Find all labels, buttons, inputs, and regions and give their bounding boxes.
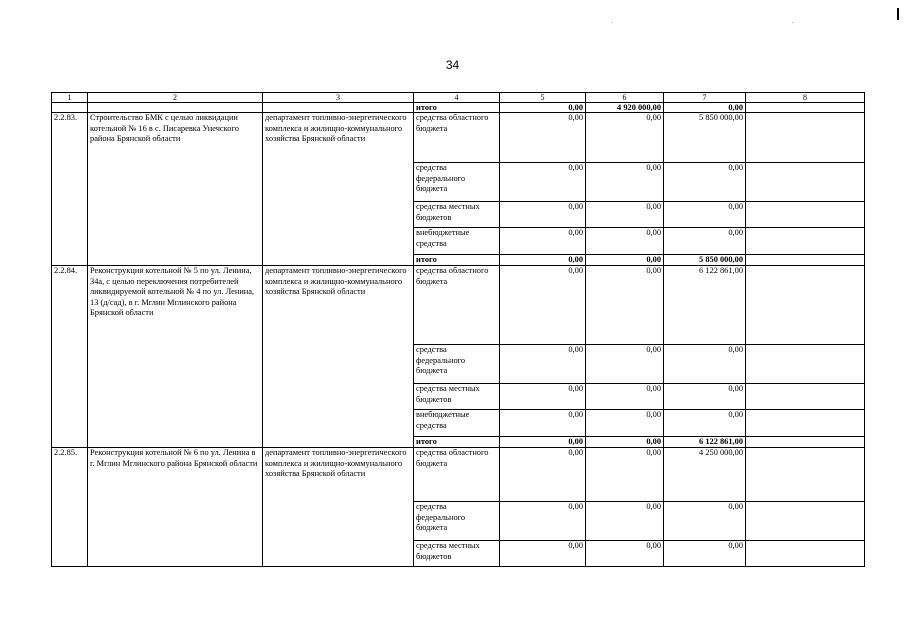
- col8-cell: [746, 255, 865, 266]
- amount-col7: 0,00: [664, 410, 746, 437]
- scan-speck: [792, 22, 793, 23]
- item-name: Строительство БМК с целью ликвидации котельной № 16 в с. Писаревка Унечского района Брянской области: [88, 113, 263, 266]
- amount-col5: 0,00: [500, 255, 586, 266]
- amount-col7: 0,00: [664, 163, 746, 202]
- funding-row: [52, 448, 865, 502]
- col8-cell: [746, 202, 865, 228]
- amount-col6: 0,00: [586, 502, 664, 541]
- funding-source: средства областного бюджета: [414, 448, 500, 502]
- amount-col5: 0,00: [500, 437, 586, 448]
- col8-cell: [746, 541, 865, 567]
- amount-col7: 0,00: [664, 228, 746, 255]
- col8-cell: [746, 345, 865, 384]
- amount-col7: 0,00: [664, 502, 746, 541]
- amount-col7: 6 122 861,00: [664, 437, 746, 448]
- amount-col6: 0,00: [586, 384, 664, 410]
- carried-total-row: [52, 103, 865, 113]
- responsible-body: департамент топливно-энергетического комплекса и жилищно-коммунального хозяйства Брянской области: [263, 448, 414, 567]
- col8-cell: [746, 437, 865, 448]
- responsible-cell: [263, 103, 414, 113]
- col8-cell: [746, 266, 865, 345]
- amount-col5: 0,00: [500, 202, 586, 228]
- amount-col6: 0,00: [586, 255, 664, 266]
- column-header: 5: [500, 93, 586, 103]
- amount-col7: 6 122 861,00: [664, 266, 746, 345]
- amount-col6: 4 920 000,00: [586, 103, 664, 113]
- funding-row: [52, 113, 865, 163]
- amount-col6: 0,00: [586, 163, 664, 202]
- responsible-body: департамент топливно-энергетического комплекса и жилищно-коммунального хозяйства Брянской области: [263, 266, 414, 448]
- column-header: 2: [88, 93, 263, 103]
- amount-col7: 5 850 000,00: [664, 113, 746, 163]
- amount-col5: 0,00: [500, 266, 586, 345]
- funding-source: средства федерального бюджета: [414, 345, 500, 384]
- name-cell: [88, 103, 263, 113]
- col8-cell: [746, 163, 865, 202]
- amount-col6: 0,00: [586, 541, 664, 567]
- amount-col5: 0,00: [500, 410, 586, 437]
- amount-col7: 5 850 000,00: [664, 255, 746, 266]
- item-name: Реконструкция котельной № 6 по ул. Ленина в г. Мглин Мглинского района Брянской области: [88, 448, 263, 567]
- amount-col5: 0,00: [500, 384, 586, 410]
- funding-source: средства федерального бюджета: [414, 502, 500, 541]
- col8-cell: [746, 228, 865, 255]
- page-number: 34: [445, 58, 460, 72]
- col8-cell: [746, 410, 865, 437]
- amount-col7: 0,00: [664, 202, 746, 228]
- amount-col7: 4 250 000,00: [664, 448, 746, 502]
- amount-col7: 0,00: [664, 345, 746, 384]
- funding-source: средства федерального бюджета: [414, 163, 500, 202]
- funding-source: средства местных бюджетов: [414, 541, 500, 567]
- amount-col6: 0,00: [586, 228, 664, 255]
- col8-cell: [746, 103, 865, 113]
- funding-row: [52, 266, 865, 345]
- amount-col5: 0,00: [500, 103, 586, 113]
- responsible-body: департамент топливно-энергетического комплекса и жилищно-коммунального хозяйства Брянской области: [263, 113, 414, 266]
- amount-col5: 0,00: [500, 345, 586, 384]
- amount-col5: 0,00: [500, 502, 586, 541]
- item-id: 2.2.85.: [52, 448, 88, 567]
- amount-col5: 0,00: [500, 163, 586, 202]
- scan-speck: [612, 22, 613, 23]
- item-id: 2.2.83.: [52, 113, 88, 266]
- amount-col6: 0,00: [586, 266, 664, 345]
- col8-cell: [746, 384, 865, 410]
- column-header: 1: [52, 93, 88, 103]
- amount-col7: 0,00: [664, 384, 746, 410]
- item-id: 2.2.84.: [52, 266, 88, 448]
- col8-cell: [746, 113, 865, 163]
- column-header: 4: [414, 93, 500, 103]
- funding-source: средства местных бюджетов: [414, 202, 500, 228]
- col8-cell: [746, 448, 865, 502]
- amount-col6: 0,00: [586, 202, 664, 228]
- id-cell: [52, 103, 88, 113]
- column-header: 3: [263, 93, 414, 103]
- funding-source: внебюджетные средства: [414, 410, 500, 437]
- budget-table: [51, 92, 865, 567]
- source-cell: итого: [414, 103, 500, 113]
- amount-col7: 0,00: [664, 541, 746, 567]
- amount-col6: 0,00: [586, 345, 664, 384]
- funding-source: внебюджетные средства: [414, 228, 500, 255]
- amount-col5: 0,00: [500, 541, 586, 567]
- amount-col5: 0,00: [500, 448, 586, 502]
- amount-col5: 0,00: [500, 113, 586, 163]
- column-number-row: [52, 93, 865, 103]
- column-header: 8: [746, 93, 865, 103]
- amount-col5: 0,00: [500, 228, 586, 255]
- funding-source: средства местных бюджетов: [414, 384, 500, 410]
- amount-col6: 0,00: [586, 437, 664, 448]
- amount-col6: 0,00: [586, 410, 664, 437]
- amount-col6: 0,00: [586, 448, 664, 502]
- funding-source: средства областного бюджета: [414, 266, 500, 345]
- item-name: Реконструкция котельной № 5 по ул. Ленина, 34а, с целью переключения потребителей ликвидируемой котельной № 4 по ул. Ленина, 13 (д/сад), в г. Мглин Мглинского района Брянской области: [88, 266, 263, 448]
- amount-col7: 0,00: [664, 103, 746, 113]
- amount-col6: 0,00: [586, 113, 664, 163]
- scan-edge-mark: [897, 8, 899, 20]
- column-header: 7: [664, 93, 746, 103]
- col8-cell: [746, 502, 865, 541]
- funding-source: итого: [414, 255, 500, 266]
- funding-source: итого: [414, 437, 500, 448]
- funding-source: средства областного бюджета: [414, 113, 500, 163]
- column-header: 6: [586, 93, 664, 103]
